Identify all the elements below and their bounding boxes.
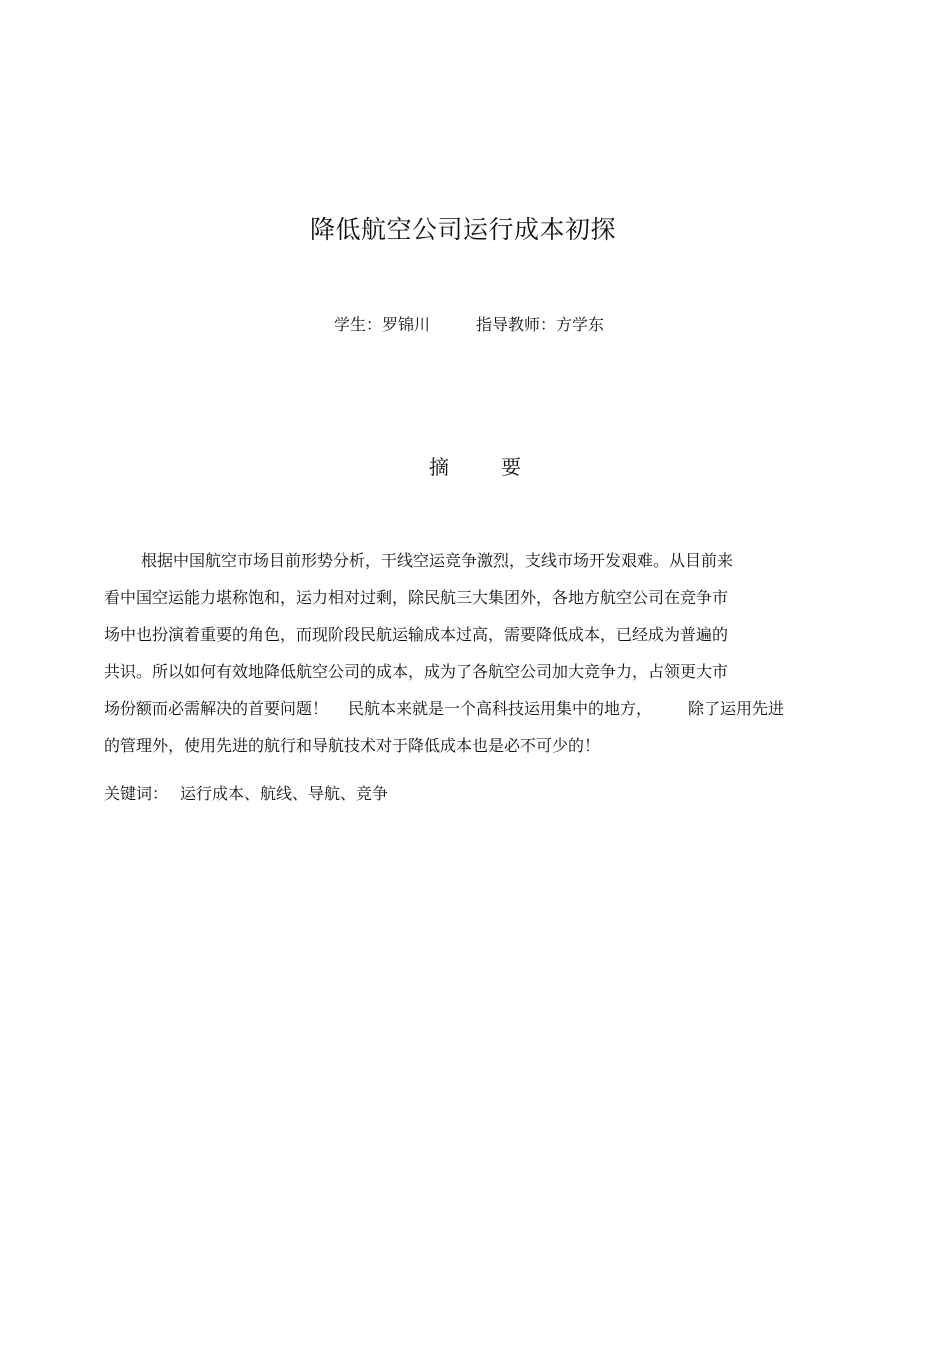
- abstract-segment: 场份额而必需解决的首要问题！: [104, 699, 329, 718]
- abstract-segment: 民航本来就是一个高科技运用集中的地方，: [348, 699, 653, 718]
- abstract-heading: [0, 452, 950, 482]
- paper-title: 降低航空公司运行成本初探: [309, 215, 616, 244]
- keywords-line: [104, 779, 388, 809]
- abstract-segment: 除了运用先进: [688, 699, 785, 718]
- keywords-label: 关键词：: [104, 784, 169, 803]
- abstract-line: 的管理外，使用先进的航行和导航技术对于降低成本也是必不可少的！: [104, 736, 601, 755]
- student-name: 罗锦川: [381, 315, 430, 334]
- advisor-name: 方学东: [556, 315, 605, 334]
- abstract-line: 共识。所以如何有效地降低航空公司的成本，成为了各航空公司加大竞争力，占领更大市: [104, 662, 729, 681]
- abstract-heading-char-2: 要: [501, 455, 521, 479]
- abstract-line: 场中也扮演着重要的角色，而现阶段民航运输成本过高，需要降低成本，已经成为普遍的: [104, 625, 729, 644]
- author-line: [0, 312, 938, 338]
- abstract-line: 看中国空运能力堪称饱和，运力相对过剩，除民航三大集团外，各地方航空公司在竞争市: [104, 588, 729, 607]
- abstract-heading-char-1: 摘: [429, 455, 449, 479]
- advisor-label: 指导教师：: [476, 315, 557, 334]
- keywords-value: 运行成本、航线、导航、竞争: [180, 784, 389, 803]
- abstract-body: [104, 546, 849, 768]
- abstract-line: 根据中国航空市场目前形势分析，干线空运竞争激烈，支线市场开发艰难。从目前来: [141, 551, 734, 570]
- student-label: 学生：: [333, 315, 382, 334]
- abstract-line: [104, 694, 849, 731]
